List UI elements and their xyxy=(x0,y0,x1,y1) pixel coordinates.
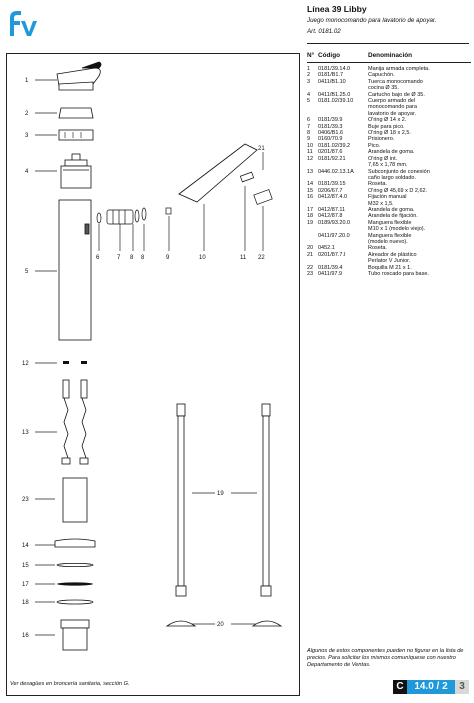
row-number: 2 xyxy=(307,72,311,79)
page-indicator xyxy=(393,680,469,694)
row-name: Tuerca monocomando xyxy=(368,78,423,85)
row-name: cocina Ø 35. xyxy=(368,85,399,92)
row-name: O'ring Ø 18 x 2,5. xyxy=(368,130,411,137)
row-name: Capuchón. xyxy=(368,72,395,79)
row-code: 0411/97.9 xyxy=(318,271,343,277)
row-code: 0181.02/39.10 xyxy=(318,98,354,105)
label-22: 22 xyxy=(258,255,265,261)
row-name: O'ring Ø int. xyxy=(368,155,398,162)
row-code: 0412/87.4.0 xyxy=(318,194,348,201)
logo-text: fv xyxy=(6,6,7,7)
row-code: 0452.1 xyxy=(318,245,335,252)
row-code: 0201/87.7.I xyxy=(318,251,346,258)
row-name: caño largo soldado. xyxy=(368,174,417,181)
row-number: 20 xyxy=(307,245,314,252)
row-number: 14 xyxy=(307,181,314,188)
label-6: 6 xyxy=(96,255,100,261)
label-14: 14 xyxy=(22,543,29,549)
page-section: C xyxy=(393,680,407,694)
label-17: 17 xyxy=(22,582,29,588)
label-18: 18 xyxy=(22,600,29,606)
row-code: 0446.02.13.1A xyxy=(318,168,354,175)
label-1: 1 xyxy=(25,78,29,84)
label-21: 21 xyxy=(258,146,265,152)
article-number: Art. 0181.02 xyxy=(307,28,341,35)
row-number: 16 xyxy=(307,194,314,201)
row-name: M10 x 1 (modelo viejo). xyxy=(368,226,426,233)
row-name: Prisionero. xyxy=(368,136,395,143)
row-name: Roseta. xyxy=(368,245,387,252)
row-number: 15 xyxy=(307,187,314,194)
row-number: 10 xyxy=(307,142,314,149)
fv-logo xyxy=(6,6,42,40)
row-name: O'ring Ø 45,69 x D 2,62. xyxy=(368,187,428,194)
row-name: Arandela de goma. xyxy=(368,206,415,213)
exploded-view-svg xyxy=(7,54,301,697)
footnote: Algunos de estos componentes pueden no figurar en la lista de precios. Para solicitar los mismos comuníquese con nuestro Departamento de Ventas. xyxy=(307,648,464,668)
row-name: Cuerpo armado del xyxy=(368,98,416,105)
row-number: 8 xyxy=(307,130,311,137)
label-8: 8 xyxy=(130,255,134,261)
row-number: 21 xyxy=(307,251,314,258)
page-number: 14.0 / 2 xyxy=(407,680,455,694)
page-subtitle: Juego monocomando para lavatorio de apoyar. xyxy=(307,17,437,24)
row-name: Fijación manual xyxy=(368,194,407,201)
row-code: 0181/39.15 xyxy=(318,181,346,188)
row-number: 3 xyxy=(307,78,311,85)
header-number: N° xyxy=(307,52,315,59)
label-2: 2 xyxy=(25,111,29,117)
row-number: 18 xyxy=(307,213,314,220)
header-code: Código xyxy=(318,52,341,59)
row-number: 12 xyxy=(307,155,314,162)
label-4: 4 xyxy=(25,169,29,175)
row-code: 0181/B1.7 xyxy=(318,72,344,79)
row-code: 0189/93.20.0 xyxy=(318,219,351,226)
row-code: 0160/70.9 xyxy=(318,136,343,143)
row-code: 0412/87.11 xyxy=(318,206,346,213)
row-name: Manija armada completa. xyxy=(368,66,430,72)
row-code: 0411/97.20.0 xyxy=(318,232,350,239)
row-code: 0181/39.9 xyxy=(318,117,343,124)
row-name: monocomando para xyxy=(368,104,417,111)
parts-table-header xyxy=(307,52,471,63)
parts-table-body xyxy=(307,66,471,277)
row-code: 0181/39.4 xyxy=(318,264,343,271)
label-12: 12 xyxy=(22,361,29,367)
label-8b: 8 xyxy=(141,255,145,261)
row-name: Arandela de goma. xyxy=(368,149,415,156)
row-number: 5 xyxy=(307,98,311,105)
header-name: Denominación xyxy=(368,52,413,59)
row-name: M32 x 1,5. xyxy=(368,200,394,207)
row-name: Roseta. xyxy=(368,181,387,188)
label-5: 5 xyxy=(25,269,29,275)
label-10: 10 xyxy=(199,255,206,261)
exploded-view-drawing xyxy=(6,53,300,696)
drain-note: Ver desagües en broncería sanitaria, sección G. xyxy=(10,681,130,687)
row-code: 0411/B1.10 xyxy=(318,78,346,85)
row-code: 0411/B1.25.0 xyxy=(318,91,351,98)
row-name: Boquilla M 21 x 1. xyxy=(368,264,412,271)
row-code: 0201/87.6 xyxy=(318,149,343,156)
label-13: 13 xyxy=(22,430,29,436)
row-number: 11 xyxy=(307,149,313,156)
header-divider xyxy=(307,43,469,44)
row-name: (modelo nuevo). xyxy=(368,238,408,245)
label-20: 20 xyxy=(217,622,224,628)
page-title: Línea 39 Libby xyxy=(307,4,367,14)
parts-table xyxy=(307,52,471,277)
row-code: 0181/39.14.0 xyxy=(318,66,351,72)
row-number: 17 xyxy=(307,206,314,213)
row-name: Subconjunto de conexión xyxy=(368,168,430,175)
page-subnumber: 3 xyxy=(455,680,469,694)
label-7: 7 xyxy=(117,255,121,261)
row-number: 22 xyxy=(307,264,314,271)
row-name: Buje para pico. xyxy=(368,123,405,130)
row-number: 9 xyxy=(307,136,311,143)
row-code: 0412/87.8 xyxy=(318,213,343,220)
row-name: Perlator V Junior. xyxy=(368,258,411,265)
row-name: Cartucho bajo de Ø 35. xyxy=(368,91,425,98)
label-23: 23 xyxy=(22,497,29,503)
row-number: 6 xyxy=(307,117,311,124)
label-3: 3 xyxy=(25,133,29,139)
table-row xyxy=(307,271,471,277)
row-code: 0406/B1.6 xyxy=(318,130,344,137)
label-16: 16 xyxy=(22,633,29,639)
row-number: 13 xyxy=(307,168,314,175)
row-name: Pico. xyxy=(368,142,381,149)
row-name: Manguera flexible xyxy=(368,219,412,226)
row-name: Arandela de fijación. xyxy=(368,213,418,220)
header xyxy=(307,4,469,36)
label-9: 9 xyxy=(166,255,170,261)
label-19: 19 xyxy=(217,491,224,497)
row-name: Manguera flexible xyxy=(368,232,412,239)
row-number: 4 xyxy=(307,91,311,98)
label-15: 15 xyxy=(22,563,29,569)
row-name: lavatorio de apoyar. xyxy=(368,110,417,117)
row-name: 7,65 x 1,78 mm. xyxy=(368,162,408,169)
row-code: 0181/39.3 xyxy=(318,123,343,130)
row-number: 19 xyxy=(307,219,314,226)
row-name: Aireador de plástico xyxy=(368,251,417,258)
row-code: 0181/92.21 xyxy=(318,155,346,162)
row-code: 0206/67.7 xyxy=(318,187,343,194)
row-number: 23 xyxy=(307,271,314,277)
row-name: Tubo roscado para base. xyxy=(368,271,429,277)
row-code: 0181.02/39.2 xyxy=(318,142,351,149)
row-number: 1 xyxy=(307,66,311,72)
row-name: O'ring Ø 14 x 2. xyxy=(368,117,407,124)
row-number: 7 xyxy=(307,123,311,130)
label-11: 11 xyxy=(240,255,247,261)
